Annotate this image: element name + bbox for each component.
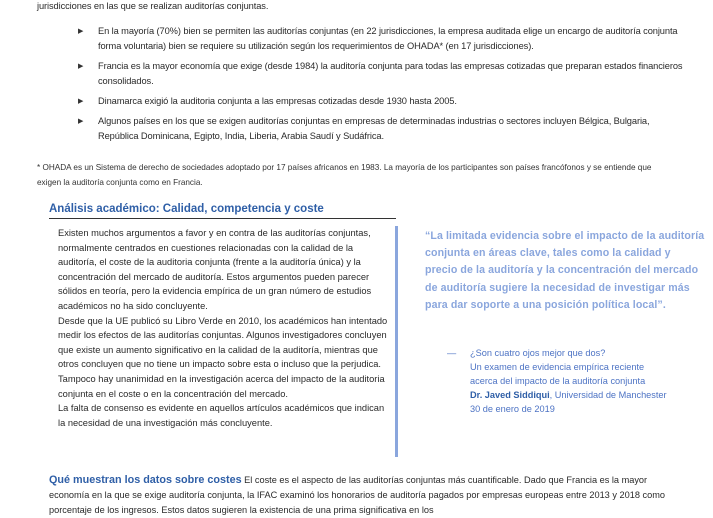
paragraph: Existen muchos argumentos a favor y en contra de las auditorías conjuntas, normalmente centrados en cuestiones relacionadas con la calidad de la auditoría, el coste de la auditoria conjunta (frente a la auditoría única) y la concentración del mercado de auditoría. Estos argumentos pueden parecer sólidos en teoría, pero la evidencia empírica de un gran número de estudios académicos no ha sido concluyente. [58,228,372,311]
paragraph: La falta de consenso es evidente en aquellos artículos académicos que indican la necesidad de una investigación más concluyente. [58,403,385,428]
list-item: ▶ En la mayoría (70%) bien se permiten las auditorías conjuntas (en 22 jurisdicciones, la empresa auditada elige un encargo de auditoría conjunta forma voluntaria) bien se requiere su utilización según los requerimientos de OHADA* (en 17 jurisdicciones). [78,26,678,51]
triangle-bullet-icon: ▶ [78,28,84,35]
cost-data-paragraph [49,473,689,518]
cost-data-lead-heading: Qué muestran los datos sobre costes [49,474,242,486]
author-name: Dr. Javed Siddiqui [470,390,550,400]
list-item: ▶ Algunos países en los que se exigen auditorías conjuntas en empresas de determinadas industrias o sectores incluyen Bélgica, Bulgaria, República Dominicana, Egipto, India, Liberia, Arabia Saudí y Sudáfrica. [78,116,650,141]
quote-attribution [440,346,710,416]
intro-paragraph-tail: jurisdicciones en las que se realizan auditorías conjuntas. [37,1,269,11]
em-dash: — [447,348,457,358]
paragraph: Desde que la UE publicó su Libro Verde en 2010, los académicos han intentado medir los efectos de las auditorías conjuntas. Algunos investigadores concluyen que existe un aumento significativo en la calidad de la auditoría, mientras que otros concluyen que no tiene un impacto sobre esta o incluso que la perjudica. Tampoco hay unanimidad en la investigación acerca del impacto de la auditoria conjunta en el coste o en la concentración del mercado. [58,315,388,399]
section-heading: Análisis académico: Calidad, competencia y coste [49,202,396,219]
author-line [470,388,710,402]
pull-quote: “La limitada evidencia sobre el impacto de la auditoría conjunta en áreas clave, tales como la calidad y precio de la auditoría y la concentración del mercado de auditoría sugiere la necesidad de investigar más para dar soporte a una posición política local”. [425,230,705,311]
triangle-bullet-icon: ▶ [78,63,84,70]
list-item: ▶ Dinamarca exigió la auditoria conjunta a las empresas cotizadas desde 1930 hasta 2005. [78,94,688,109]
source-title-line: acerca del impacto de la auditoría conjunta [470,376,646,386]
triangle-bullet-icon: ▶ [78,118,84,125]
quote-divider-bar [395,226,398,457]
source-title-line: ¿Son cuatro ojos mejor que dos? [470,348,606,358]
cost-data-text: El coste es el aspecto de las auditorías conjuntas más cuantificable. Dado que Francia es la mayor economía en la que se exige auditoría conjunta, la IFAC examinó los honorarios de auditoría pagados por empresas europeas entre 2013 y 2018 como porcentaje de los ingresos. Estos datos sugieren la existencia de una prima significativa en los [49,475,665,515]
list-item: ▶ Francia es la mayor economía que exige (desde 1984) la auditoría conjunta para todas las empresas cotizadas que preparan estados financieros consolidados. [78,61,683,86]
triangle-bullet-icon: ▶ [78,98,84,105]
author-affiliation: , Universidad de Manchester [549,390,667,400]
academic-analysis-text [58,226,391,430]
source-date: 30 de enero de 2019 [470,404,555,414]
bullet-list [78,24,688,149]
source-title-line: Un examen de evidencia empírica reciente [470,362,645,372]
footnote: * OHADA es un Sistema de derecho de sociedades adoptado por 17 países africanos en 1983. La mayoría de los participantes son países francófonos y se entiende que exigen la auditoría conjunta como en Francia. [37,163,652,187]
